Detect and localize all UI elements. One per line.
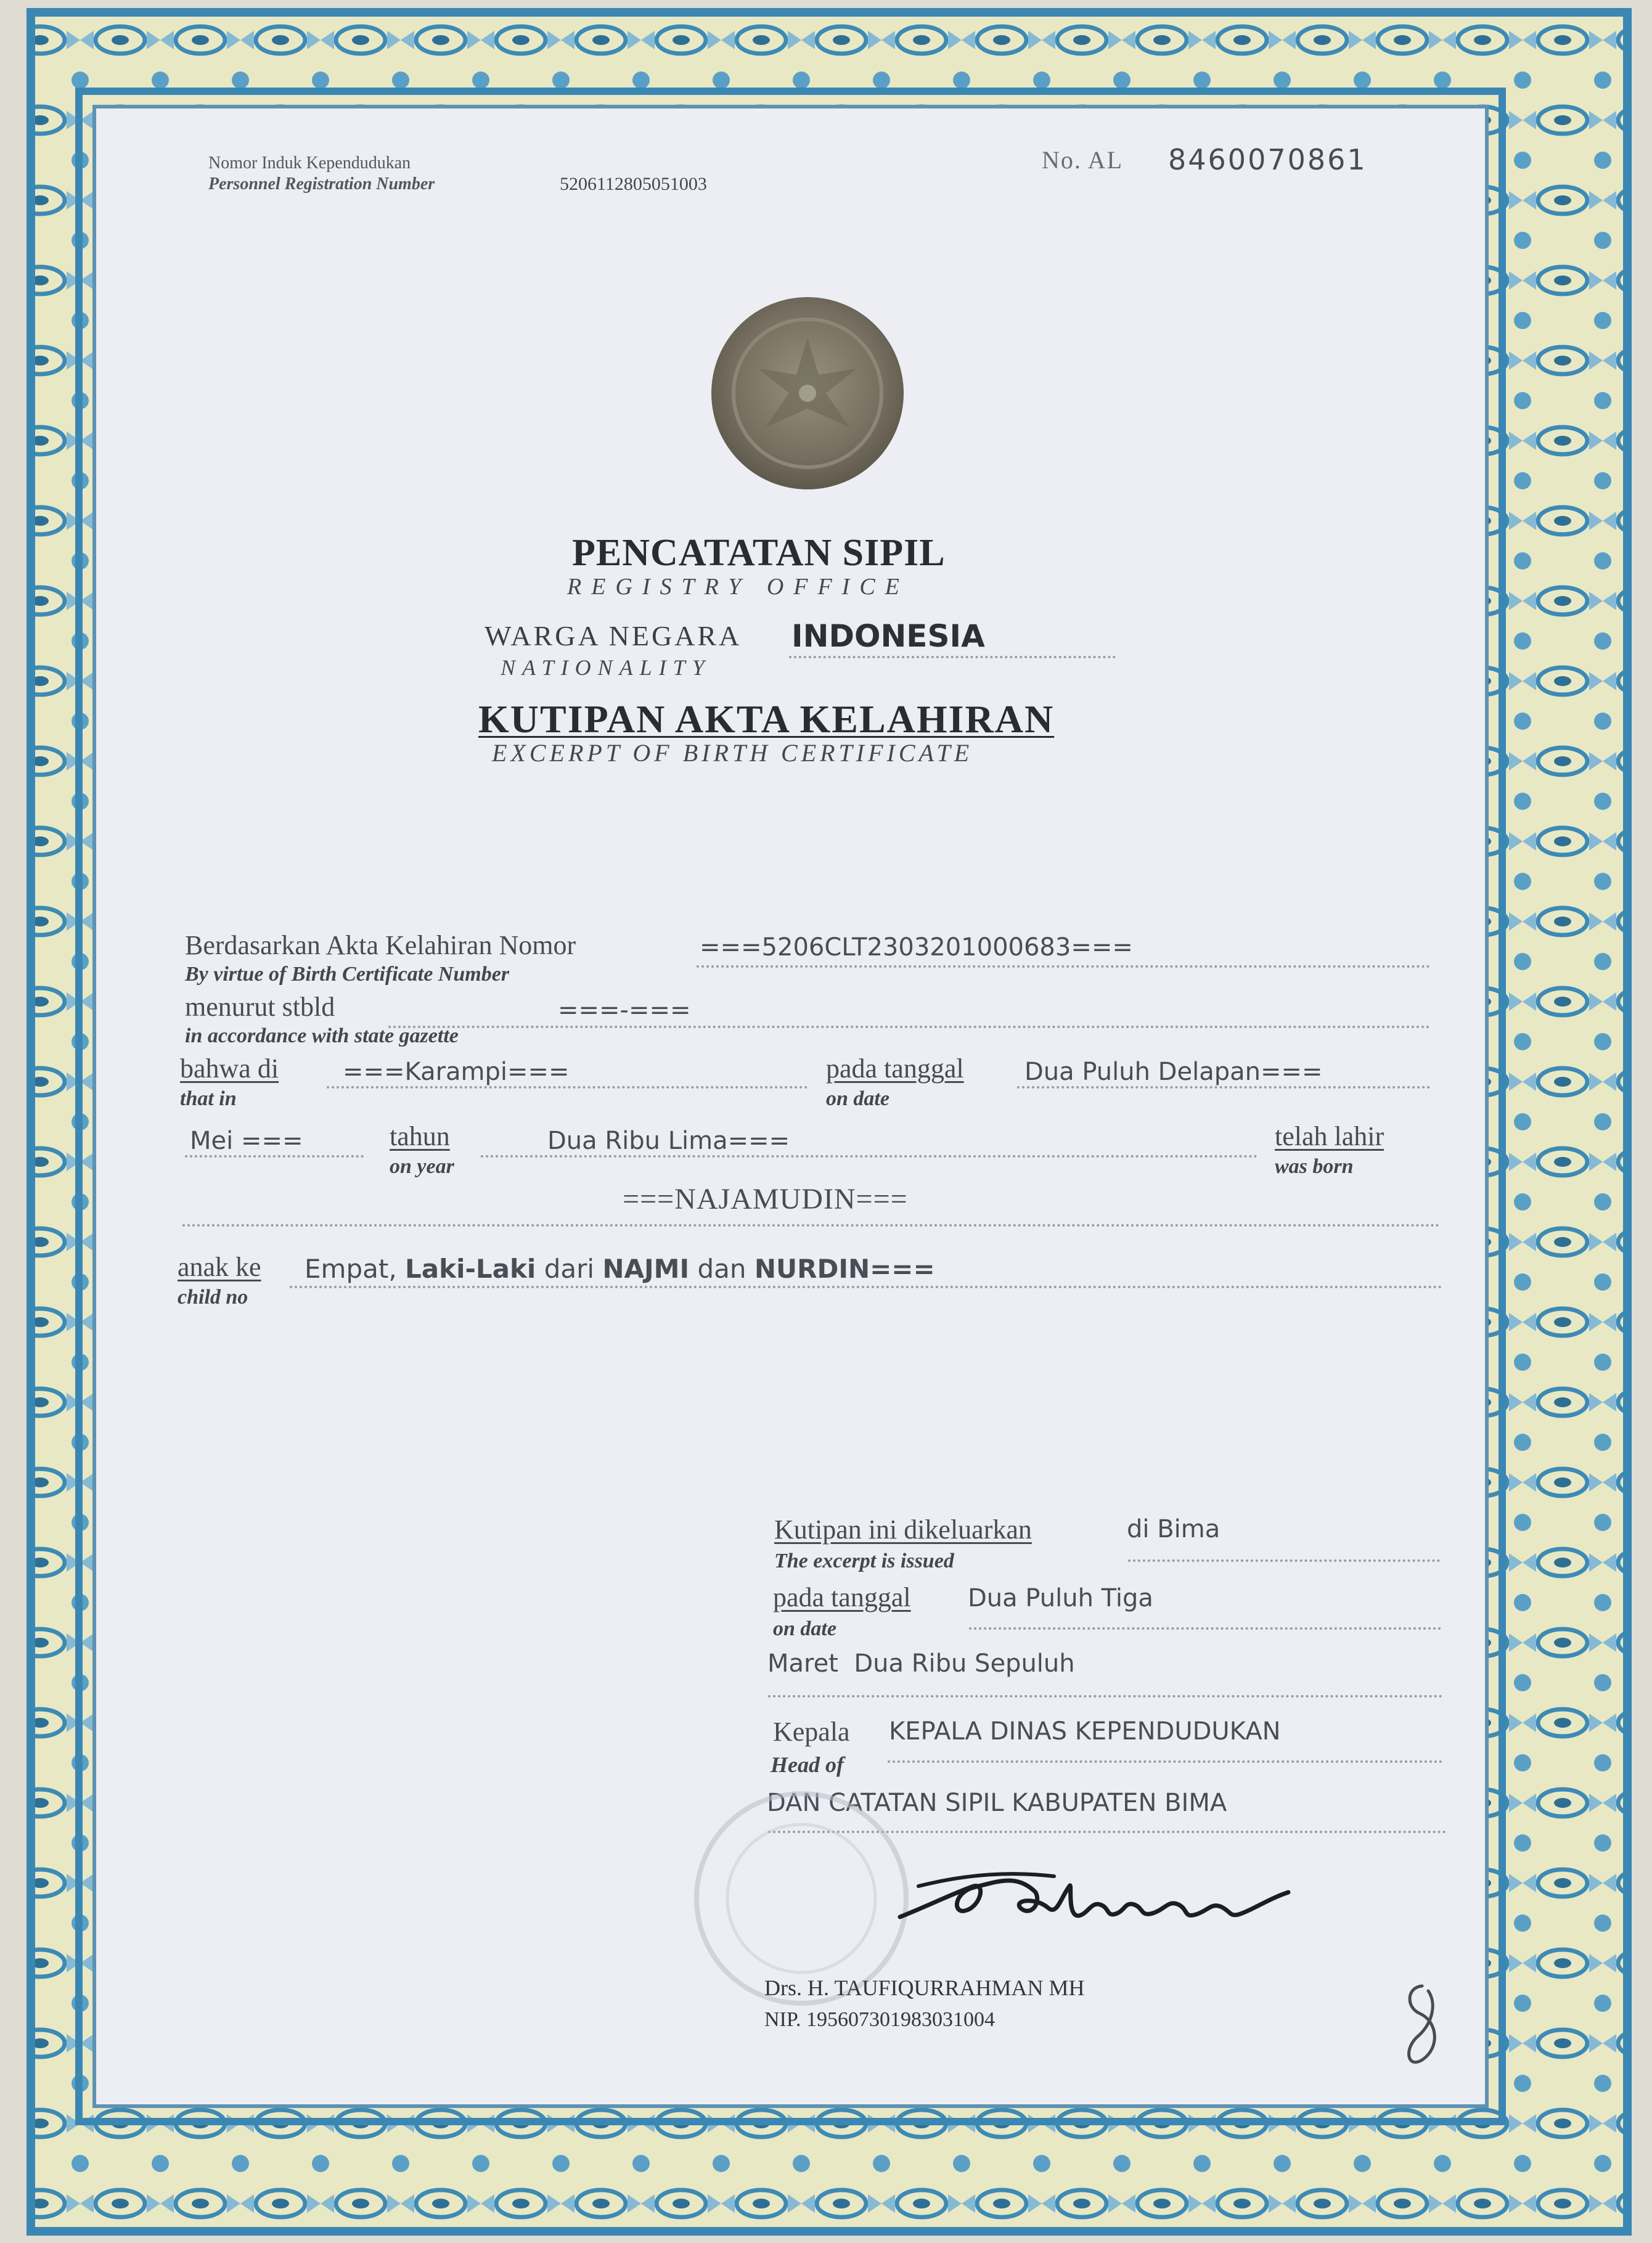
head-value-1: KEPALA DINAS KEPENDUDUKAN [889,1717,1281,1746]
handwritten-mark [1394,1980,1450,2072]
issued-date-label: pada tanggal [773,1582,911,1612]
official-name: Drs. H. TAUFIQURRAHMAN MH [764,1975,1085,2000]
child-order: Empat, [305,1254,397,1284]
stbld-dotted-line [388,1026,1430,1028]
father-name: NAJMI [602,1254,690,1284]
month-dotted-line [185,1155,364,1158]
date-label-en: on date [826,1087,889,1110]
issued-date-1: Dua Puluh Tiga [968,1584,1153,1612]
head-label: Kepala [773,1717,850,1747]
head-dotted-line-1 [888,1760,1442,1763]
place-value: ===Karampi=== [343,1058,570,1086]
date-label: pada tanggal [826,1053,964,1084]
stbld-label-en: in accordance with state gazette [185,1024,459,1047]
date-value: Dua Puluh Delapan=== [1024,1058,1323,1086]
nik-label-en: Personnel Registration Number [208,174,435,194]
child-no-label-en: child no [178,1286,248,1309]
nationality-value: INDONESIA [791,618,985,654]
issued-date-label-en: on date [773,1617,836,1640]
year-label-en: on year [390,1155,454,1178]
name-dotted-line [182,1224,1440,1227]
stbld-label: menurut stbld [185,992,335,1022]
issued-label: Kutipan ini dikeluarkan [774,1514,1032,1545]
stbld-value: ===-=== [558,996,691,1024]
nik-label: Nomor Induk Kependudukan [208,153,411,173]
no-al-label: No. AL [1042,146,1123,174]
issued-date-dotted-line-1 [969,1627,1441,1630]
handwritten-signature [894,1849,1301,1954]
garuda-seal [709,295,906,492]
issued-place-dotted-line [1128,1559,1440,1562]
nationality-dotted-line [789,656,1116,658]
born-label-en: was born [1275,1155,1354,1178]
nationality-label-en: NATIONALITY [501,655,711,680]
place-label: bahwa di [180,1053,279,1084]
place-dotted-line [327,1086,808,1089]
child-sex: Laki-Laki [405,1254,536,1284]
child-and: dan [697,1254,746,1284]
month-value: Mei === [190,1127,303,1155]
year-value: Dua Ribu Lima=== [547,1127,790,1155]
cert-number-label-en: By virtue of Birth Certificate Number [185,963,510,986]
child-details [305,1254,935,1284]
child-no-label: anak ke [178,1252,261,1282]
official-nip: NIP. 195607301983031004 [764,2008,996,2031]
document-title-en: EXCERPT OF BIRTH CERTIFICATE [492,739,973,767]
child-from: dari [544,1254,595,1284]
no-al-value: 8460070861 [1168,143,1367,176]
issued-label-en: The excerpt is issued [774,1550,954,1572]
registry-title-en: REGISTRY OFFICE [567,574,909,600]
registry-title: PENCATATAN SIPIL [572,532,946,574]
document-title: KUTIPAN AKTA KELAHIRAN [478,697,1055,741]
nationality-label: WARGA NEGARA [485,620,742,652]
date-dotted-line [1017,1086,1430,1089]
cert-number-value: ===5206CLT2303201000683=== [700,933,1133,962]
head-value-2: DAN CATATAN SIPIL KABUPATEN BIMA [767,1789,1227,1817]
child-dotted-line [290,1286,1442,1288]
born-label: telah lahir [1275,1121,1384,1151]
place-label-en: that in [180,1087,237,1110]
year-dotted-line [481,1155,1257,1158]
child-name: ===NAJAMUDIN=== [623,1183,908,1215]
mother-name: NURDIN=== [754,1254,935,1284]
issued-date-dotted-line-2 [768,1695,1442,1698]
cert-number-label: Berdasarkan Akta Kelahiran Nomor [185,930,576,960]
nik-value: 5206112805051003 [560,174,707,194]
year-label: tahun [390,1121,450,1151]
cert-number-dotted-line [697,965,1430,968]
issued-date-2: Maret Dua Ribu Sepuluh [767,1649,1075,1678]
issued-place: di Bima [1127,1515,1221,1543]
nik-label-block [208,153,435,195]
head-label-en: Head of [771,1752,844,1777]
